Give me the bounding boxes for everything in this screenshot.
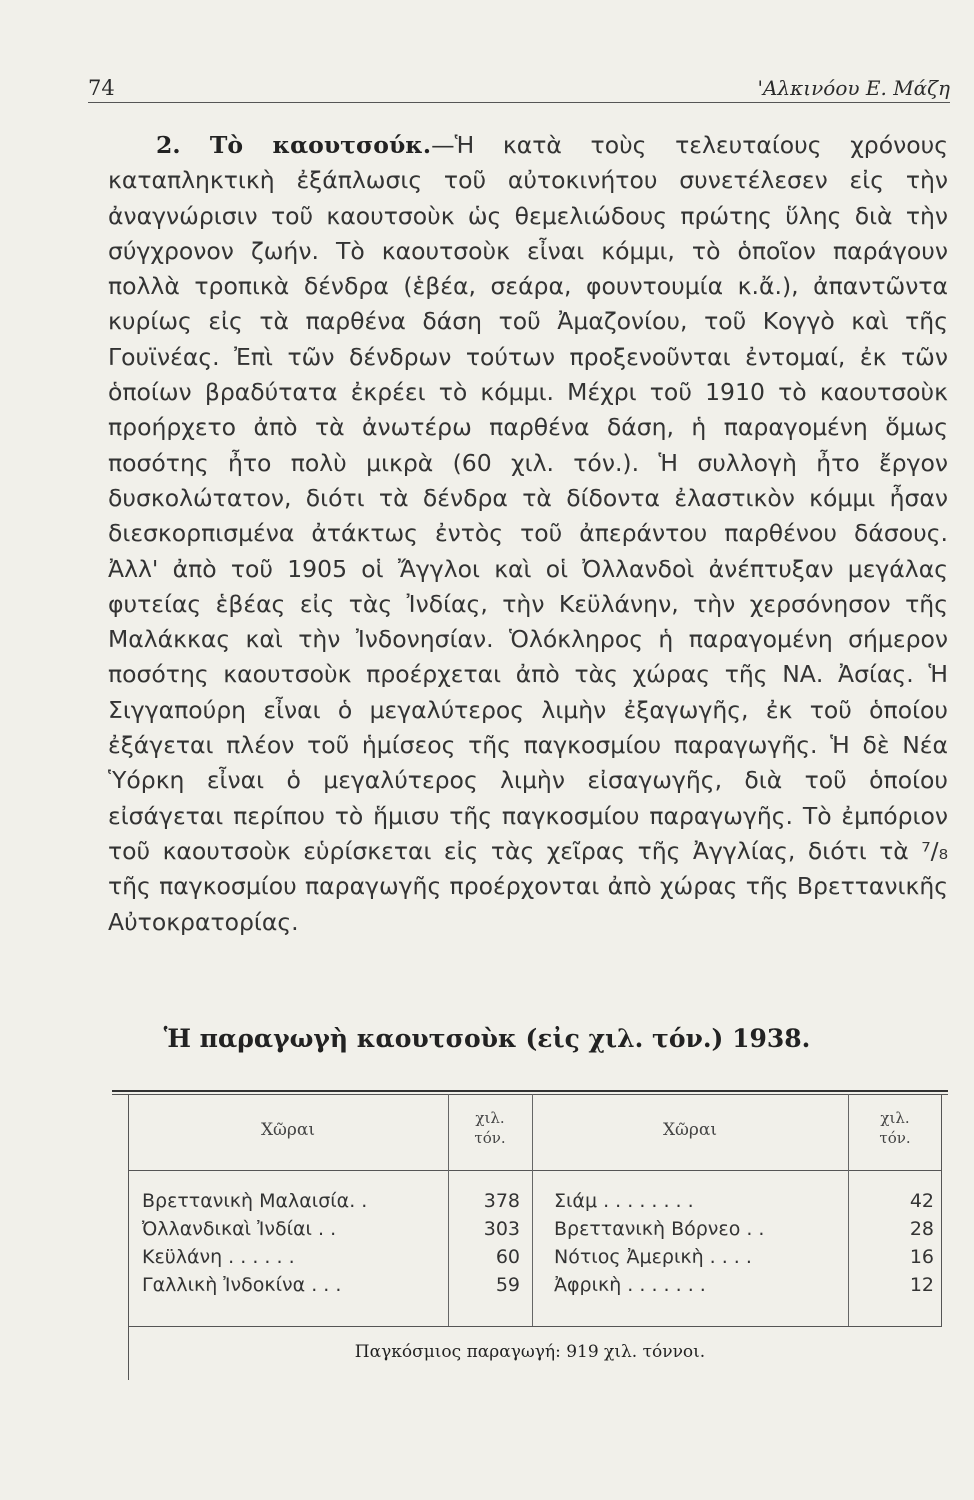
header-countries-left: Χῶραι <box>260 1120 316 1140</box>
production-table <box>112 1080 948 1380</box>
country-name: Ἀφρικὴ . . . . . . . <box>554 1274 706 1296</box>
table-bottom-rule <box>128 1326 942 1327</box>
country-name: Νότιος Ἀμερικὴ . . . . <box>554 1246 752 1268</box>
table-header-rule <box>128 1170 942 1171</box>
production-value: 12 <box>909 1274 934 1296</box>
production-value: 16 <box>909 1246 934 1268</box>
header-unit-right <box>848 1108 942 1148</box>
production-value: 28 <box>909 1218 934 1240</box>
country-name: Ὀλλανδικαὶ Ἰνδίαι . . <box>142 1218 337 1240</box>
production-value: 59 <box>495 1274 520 1296</box>
table-row <box>142 1274 942 1302</box>
production-value: 60 <box>495 1246 520 1268</box>
paragraph-text: —Ἡ κατὰ τοὺς τελευταίους χρόνους καταπληκτικὴ ἐξάπλωσις τοῦ αὐτοκινήτου συνετέλεσεν εἰς τὴν ἀναγνώρισιν τοῦ καουτσοὺκ ὡς θεμελιώδους πρώτης ὕλης διὰ τὴν σύγχρονον ζωήν. Τὸ καουτσοὺκ εἶναι κόμμι, τὸ ὁποῖον παράγουν πολλὰ τροπικὰ δένδρα (ἑβέα, σεάρα, φουντουμία κ.ἄ.), ἀπαντῶντα κυρίως εἰς τὰ παρθένα δάση τοῦ Ἀμαζονίου, τοῦ Κογγὸ καὶ τῆς Γουϊνέας. Ἐπὶ τῶν δένδρων τούτων προξενοῦνται ἐντομαί, ἐκ τῶν ὁποίων βραδύτατα ἐκρέει τὸ κόμμι. Μέχρι τοῦ 1910 τὸ καουτσοὺκ προήρχετο ἀπὸ τὰ ἀνωτέρω παρθένα δάση, ἡ παραγομένη ὅμως ποσότης ἦτο πολὺ μικρὰ (60 χιλ. τόν.). Ἡ συλλογὴ ἦτο ἔργον δυσκολώτατον, διότι τὰ δένδρα τὰ δίδοντα ἐλαστικὸν κόμμι ἦσαν διεσκορπισμένα ἀτάκτως ἐντὸς τοῦ ἀπεράντου παρθένου δάσους. Ἀλλ' ἀπὸ τοῦ 1905 οἱ Ἄγγλοι καὶ οἱ Ὀλλανδοὶ ἀνέπτυξαν μεγάλας φυτείας ἑβέας εἰς τὰς Ἰνδίας, τὴν Κεϋλάνην, τὴν χερσόνησον τῆς Μαλάκκας καὶ τὴν Ἰνδονησίαν. Ὁλόκληρος ἡ παραγομένη σήμερον ποσότης καουτσοὺκ προέρχεται ἀπὸ τὰς χώρας τῆς ΝΑ. Ἀσίας. Ἡ Σιγγαπούρη εἶναι ὁ μεγαλύτερος λιμὴν ἐξαγωγῆς, ἐκ τοῦ ὁποίου ἐξάγεται πλέον τοῦ ἡμίσεος τῆς παγκοσμίου παραγωγῆς. Ἡ δὲ Νέα Ὑόρκη εἶναι ὁ μεγαλύτερος λιμὴν εἰσαγωγῆς, διὰ τοῦ ὁποίου εἰσάγεται περίπου τὸ ἥμισυ τῆς παγκοσμίου παραγωγῆς. Τὸ ἐμπόριον τοῦ καουτσοὺκ εὑρίσκεται εἰς τὰς χεῖρας τῆς Ἀγγλίας, διότι τὰ ⁷/₈ τῆς παγκοσμίου παραγωγῆς προέρχονται ἀπὸ χώρας τῆς Βρεττανικῆς Αὐτοκρατορίας. <box>108 131 948 936</box>
table-title: Ἡ παραγωγὴ καουτσοὺκ (εἰς χιλ. τόν.) 1938. <box>163 1024 811 1053</box>
table-row <box>142 1218 942 1246</box>
country-name: Βρεττανικὴ Μαλαισία. . <box>142 1190 368 1212</box>
table-row <box>142 1246 942 1274</box>
header-unit-left <box>448 1108 532 1148</box>
header-unit-line1: χιλ. <box>880 1109 910 1127</box>
production-value: 303 <box>483 1218 520 1240</box>
table-top-rule <box>112 1090 948 1092</box>
production-value: 378 <box>483 1190 520 1212</box>
country-name: Κεϋλάνη . . . . . . <box>142 1246 295 1268</box>
country-name: Σιάμ . . . . . . . . <box>554 1190 694 1212</box>
table-top-rule-thin <box>112 1094 948 1095</box>
header-unit-line1: χιλ. <box>475 1109 505 1127</box>
production-value: 42 <box>909 1190 934 1212</box>
page-header <box>88 72 950 103</box>
running-head: 'Αλκινόου Ε. Μάζη <box>757 76 950 100</box>
country-name: Βρεττανικὴ Βόρνεο . . <box>554 1218 765 1240</box>
header-countries-right: Χῶραι <box>662 1120 718 1140</box>
header-unit-line2: τόν. <box>474 1129 506 1147</box>
world-production-total: Παγκόσμιος παραγωγή: 919 χιλ. τόννοι. <box>354 1342 706 1362</box>
section-paragraph <box>108 128 948 940</box>
header-unit-line2: τόν. <box>879 1129 911 1147</box>
country-name: Γαλλικὴ Ἰνδοκίνα . . . <box>142 1274 342 1296</box>
section-heading: 2. Τὸ καουτσούκ. <box>156 131 432 159</box>
table-row <box>142 1190 942 1218</box>
page-number: 74 <box>88 76 115 100</box>
